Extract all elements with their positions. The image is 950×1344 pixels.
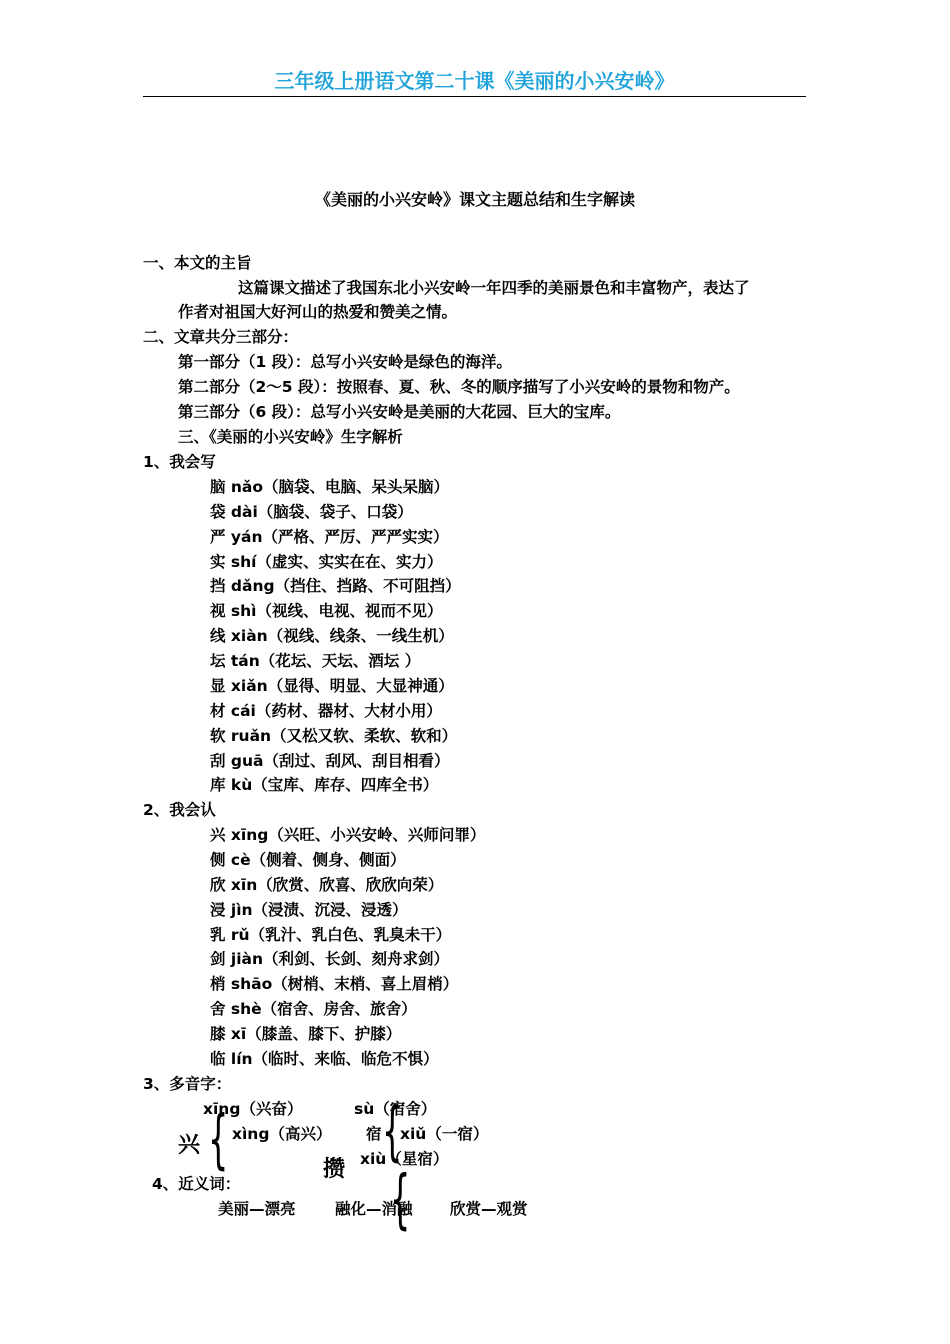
write-item: 显 xiǎn（显得、明显、大显神通）: [210, 677, 454, 695]
write-heading: 1、我会写: [143, 453, 216, 471]
write-item: 软 ruǎn（又松又软、柔软、软和）: [210, 727, 458, 745]
read-item: 欣 xīn（欣赏、欣喜、欣欣向荣）: [210, 876, 444, 894]
polyphone-su-reading-3: xiù（星宿）: [360, 1150, 449, 1168]
read-item: 乳 rǔ（乳汁、乳白色、乳臭未干）: [210, 926, 452, 944]
section-1-text-line-1: 这篇课文描述了我国东北小兴安岭一年四季的美丽景色和丰富物产，表达了: [238, 279, 750, 297]
write-item: 坛 tán（花坛、天坛、酒坛 ）: [210, 652, 421, 670]
write-item: 视 shì（视线、电视、视而不见）: [210, 602, 443, 620]
write-item: 严 yán（严格、严厉、严严实实）: [210, 528, 449, 546]
synonym-pair: 美丽—漂亮: [218, 1200, 296, 1218]
section-1-heading: 一、本文的主旨: [143, 254, 252, 272]
polyphone-xing-reading-2: xìng（高兴）: [232, 1125, 332, 1143]
read-item: 兴 xīng（兴旺、小兴安岭、兴师问罪）: [210, 826, 486, 844]
polyphone-zan-char: 攒: [323, 1157, 346, 1182]
polyphone-su-reading-1: sù（宿舍）: [354, 1100, 437, 1118]
section-2-part-1: 第一部分（1 段）：总写小兴安岭是绿色的海洋。: [178, 353, 512, 371]
polyphone-su-char: 宿: [366, 1125, 382, 1143]
synonym-heading: 4、近义词：: [152, 1175, 241, 1193]
write-item: 库 kù（宝库、库存、四库全书）: [210, 776, 439, 794]
read-heading: 2、我会认: [143, 801, 216, 819]
write-item: 线 xiàn（视线、线条、一线生机）: [210, 627, 454, 645]
brace-icon: {: [208, 1103, 229, 1177]
write-item: 材 cái（药材、器材、大材小用）: [210, 702, 442, 720]
polyphone-xing-char: 兴: [178, 1133, 201, 1158]
read-item: 临 lín（临时、来临、临危不惧）: [210, 1050, 439, 1068]
write-item: 袋 dài（脑袋、袋子、口袋）: [210, 503, 413, 521]
brace-icon: {: [382, 1095, 403, 1169]
polyphone-xing-reading-1: xīng（兴奋）: [203, 1100, 303, 1118]
read-item: 剑 jiàn（利剑、长剑、刻舟求剑）: [210, 950, 450, 968]
synonym-pair: 融化—消融: [335, 1200, 413, 1218]
read-item: 膝 xī（膝盖、膝下、护膝）: [210, 1025, 402, 1043]
polyphone-heading: 3、多音字：: [143, 1075, 232, 1093]
read-item: 浸 jìn（浸渍、沉浸、浸透）: [210, 901, 408, 919]
section-3-heading: 三、《美丽的小兴安岭》生字解析: [178, 428, 403, 446]
write-item: 刮 guā（刮过、刮风、刮目相看）: [210, 752, 450, 770]
synonym-pair: 欣赏—观赏: [450, 1200, 528, 1218]
document-title: 《美丽的小兴安岭》课文主题总结和生字解读: [314, 190, 635, 209]
read-item: 舍 shè（宿舍、房舍、旅舍）: [210, 1000, 417, 1018]
read-item: 侧 cè（侧着、侧身、侧面）: [210, 851, 406, 869]
section-2-heading: 二、文章共分三部分：: [143, 328, 299, 346]
write-item: 脑 nǎo（脑袋、电脑、呆头呆脑）: [210, 478, 450, 496]
page-header: 三年级上册语文第二十课《美丽的小兴安岭》: [143, 66, 806, 97]
section-2-part-3: 第三部分（6 段）：总写小兴安岭是美丽的大花园、巨大的宝库。: [178, 403, 621, 421]
section-1-text-line-2: 作者对祖国大好河山的热爱和赞美之情。: [178, 303, 458, 321]
section-2-part-2: 第二部分（2～5 段）：按照春、夏、秋、冬的顺序描写了小兴安岭的景物和物产。: [178, 378, 740, 396]
brace-icon: {: [390, 1163, 411, 1237]
read-item: 梢 shāo（树梢、末梢、喜上眉梢）: [210, 975, 459, 993]
write-item: 挡 dǎng（挡住、挡路、不可阻挡）: [210, 577, 461, 595]
write-item: 实 shí（虚实、实实在在、实力）: [210, 553, 443, 571]
polyphone-su-reading-2: xiǔ（一宿）: [400, 1125, 489, 1143]
